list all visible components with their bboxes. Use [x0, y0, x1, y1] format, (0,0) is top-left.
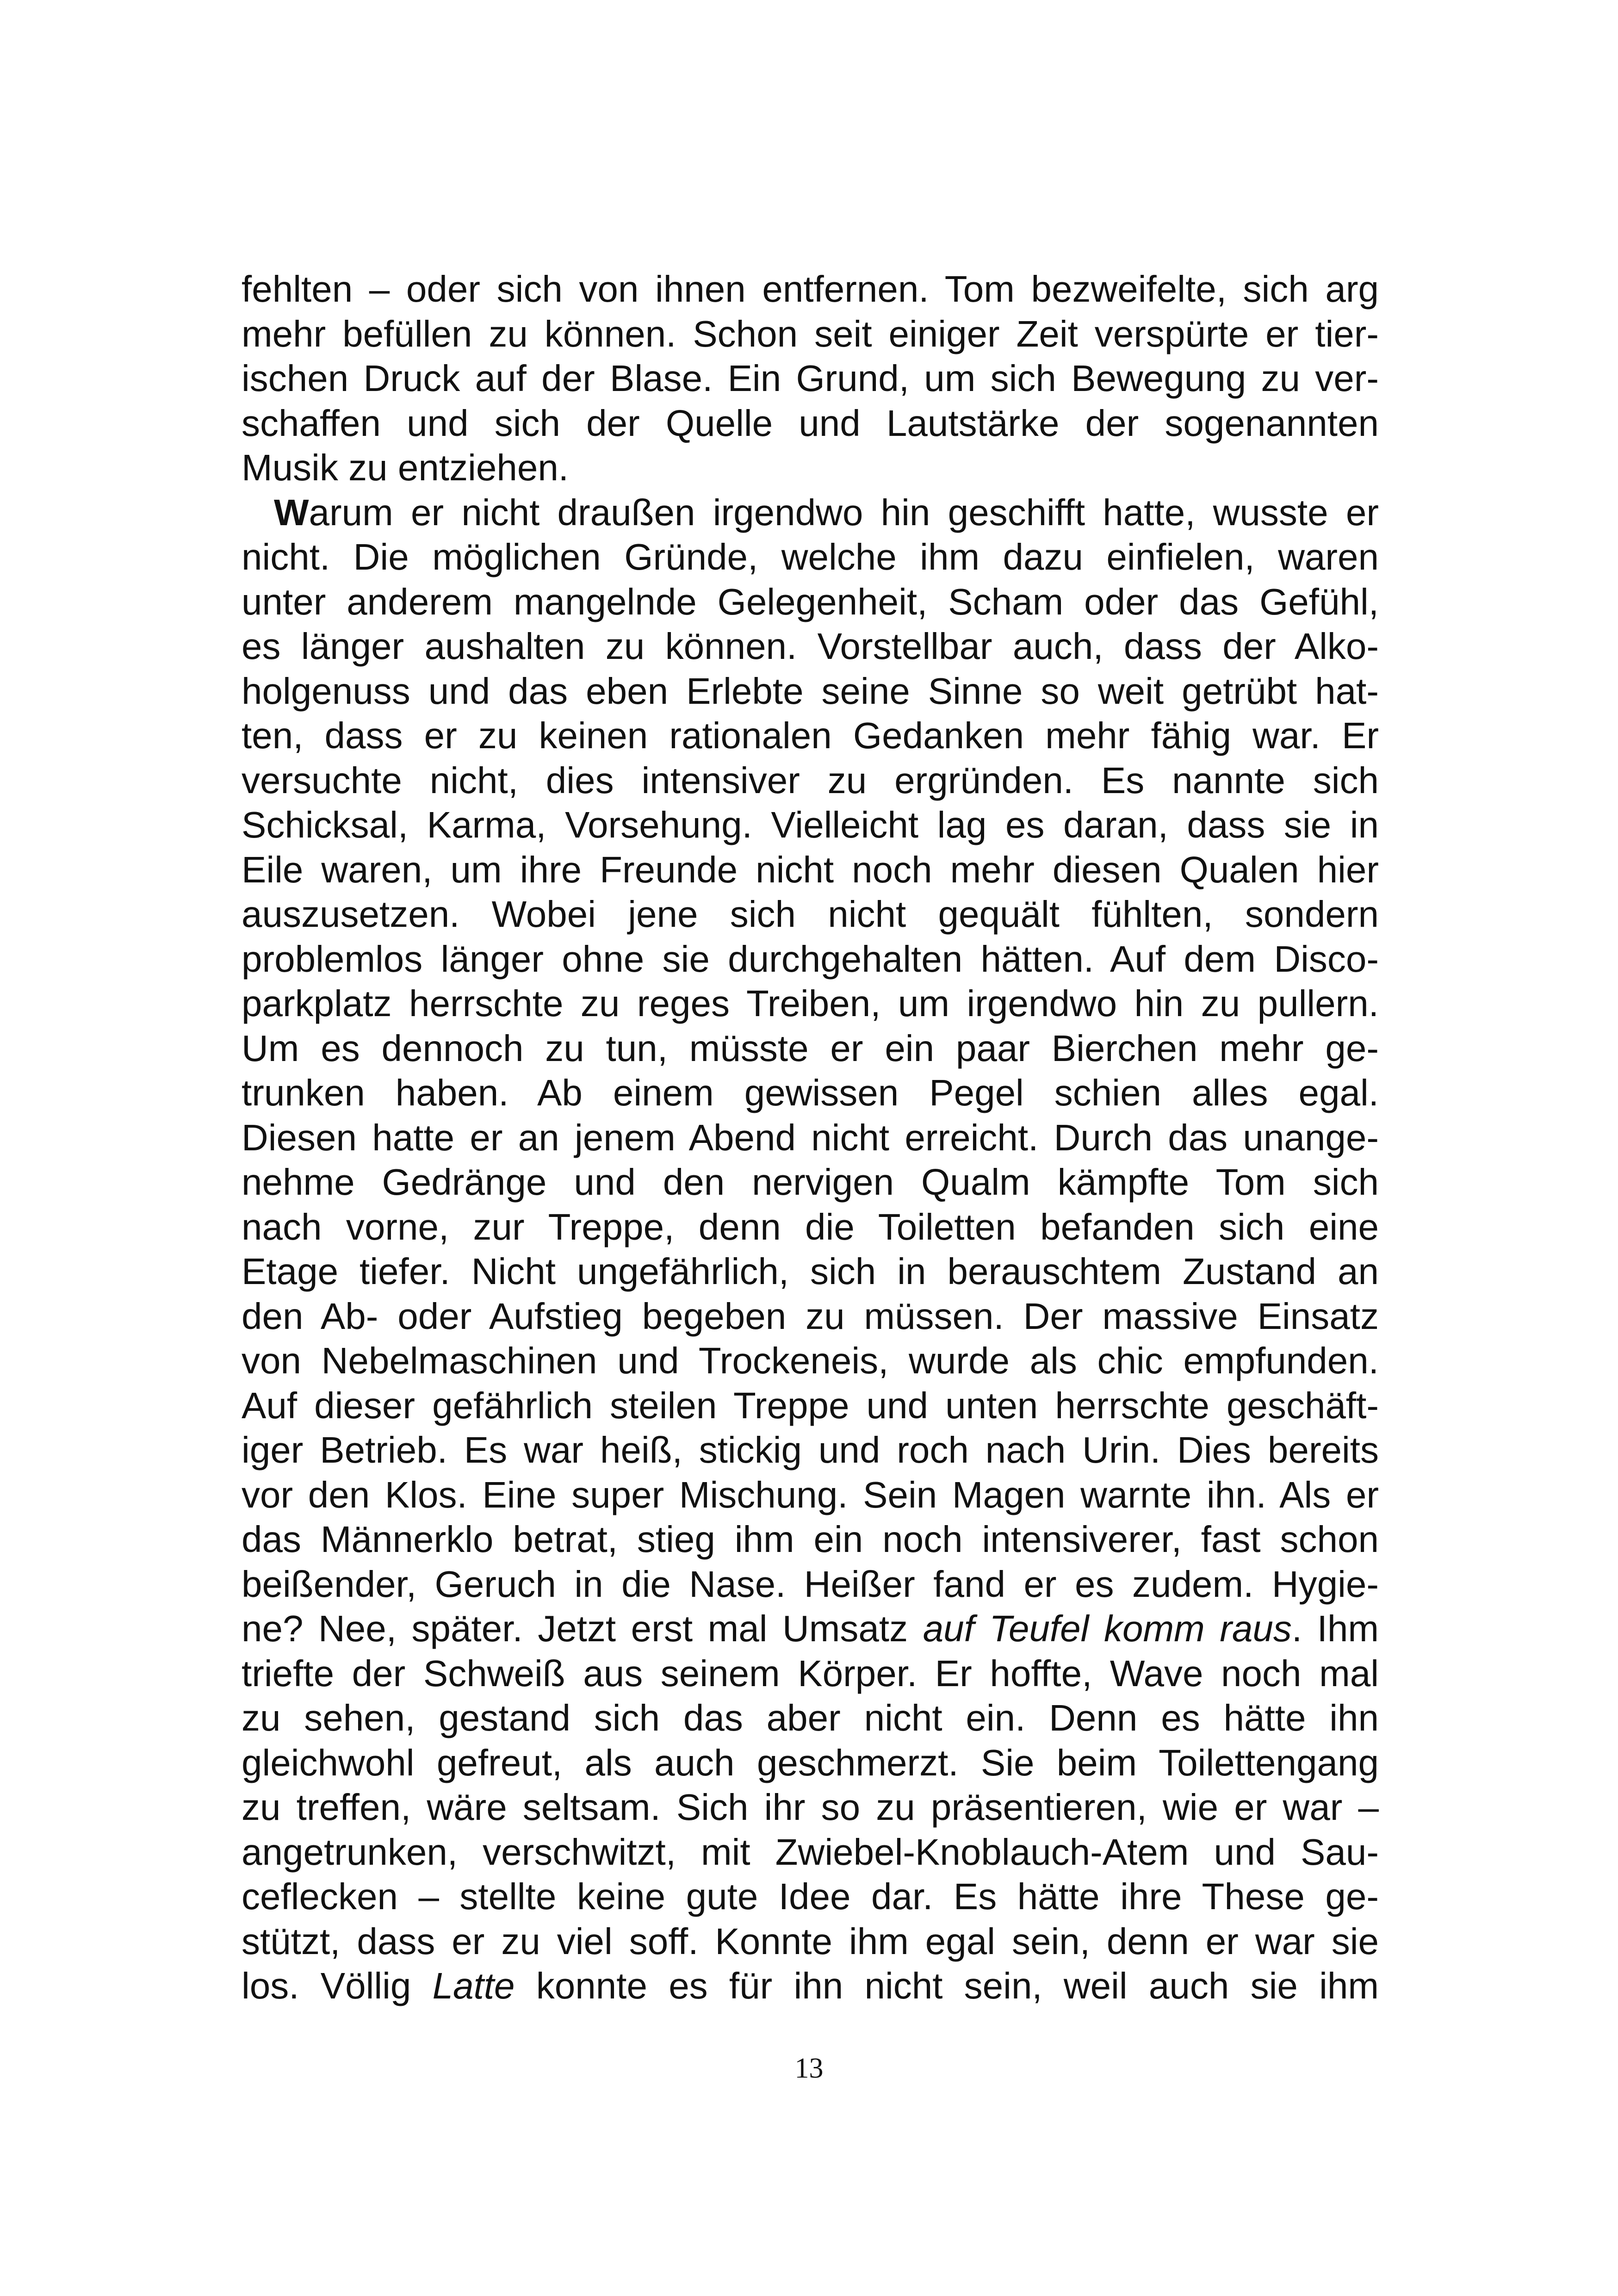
text-run: nicht. Die möglichen Gründe, welche ihm dazu einfielen, waren [242, 536, 1379, 577]
text-run: ischen Druck auf der Blase. Ein Grund, um sich Bewegung zu ver- [242, 358, 1379, 399]
text-line [242, 1874, 1379, 1919]
paragraph-initial: W [274, 491, 309, 533]
text-line [242, 758, 1379, 803]
text-run: arum er nicht draußen irgendwo hin geschifft hatte, wusste er [309, 491, 1379, 533]
text-run: konnte es für ihn nicht sein, weil auch sie ihm [515, 1965, 1379, 2006]
text-line [242, 848, 1379, 893]
text-run: trunken haben. Ab einem gewissen Pegel schien alles egal. [242, 1072, 1379, 1113]
text-line [242, 1562, 1379, 1607]
text-run: nach vorne, zur Treppe, denn die Toiletten befanden sich eine [242, 1206, 1379, 1247]
text-line [242, 1160, 1379, 1205]
text-line [242, 892, 1379, 937]
text-line [242, 1428, 1379, 1473]
emphasis-text: Latte [432, 1965, 515, 2006]
text-line [242, 446, 1379, 490]
text-run: iger Betrieb. Es war heiß, stickig und roch nach Urin. Dies bereits [242, 1429, 1379, 1471]
text-run: ne? Nee, später. Jetzt erst mal Umsatz [242, 1608, 923, 1649]
text-run: Auf dieser gefährlich steilen Treppe und unten herrschte geschäft- [242, 1384, 1379, 1426]
text-run: den Ab- oder Aufstieg begeben zu müssen. Der massive Einsatz [242, 1295, 1379, 1337]
text-run: Schicksal, Karma, Vorsehung. Vielleicht lag es daran, dass sie in [242, 804, 1379, 845]
text-run: angetrunken, verschwitzt, mit Zwiebel-Knoblauch-Atem und Sau- [242, 1831, 1379, 1873]
text-run: triefte der Schweiß aus seinem Körper. Er hoffte, Wave noch mal [242, 1652, 1379, 1694]
text-run: Etage tiefer. Nicht ungefährlich, sich in berauschtem Zustand an [242, 1251, 1379, 1292]
text-line [242, 1116, 1379, 1160]
text-line [242, 1026, 1379, 1071]
text-run: auszusetzen. Wobei jene sich nicht gequält fühlten, sondern [242, 894, 1379, 935]
text-line [242, 981, 1379, 1026]
text-line [242, 490, 1379, 535]
text-line [242, 1607, 1379, 1651]
text-run: es länger aushalten zu können. Vorstellbar auch, dass der Alko- [242, 626, 1379, 667]
text-line [242, 937, 1379, 982]
text-line [242, 1919, 1379, 1964]
text-run: vor den Klos. Eine super Mischung. Sein Magen warnte ihn. Als er [242, 1474, 1379, 1515]
text-line [242, 401, 1379, 446]
text-line [242, 624, 1379, 669]
text-run: von Nebelmaschinen und Trockeneis, wurde als chic empfunden. [242, 1340, 1379, 1381]
text-line [242, 803, 1379, 848]
text-line [242, 1473, 1379, 1518]
text-run: fehlten – oder sich von ihnen entfernen. Tom bezweifelte, sich arg [242, 268, 1379, 310]
text-run: Eile waren, um ihre Freunde nicht noch mehr diesen Qualen hier [242, 849, 1379, 890]
text-line [242, 1205, 1379, 1250]
text-run: versuchte nicht, dies intensiver zu ergründen. Es nannte sich [242, 759, 1379, 801]
text-run: Musik zu entziehen. [242, 447, 569, 488]
text-run: stützt, dass er zu viel soff. Konnte ihm egal sein, denn er war sie [242, 1920, 1379, 1962]
page-number: 13 [794, 2053, 824, 2084]
text-line [242, 1741, 1379, 1786]
text-line [242, 1249, 1379, 1294]
text-run: zu treffen, wäre seltsam. Sich ihr so zu präsentieren, wie er war – [242, 1787, 1379, 1828]
text-line [242, 580, 1379, 625]
text-line [242, 1071, 1379, 1116]
text-line [242, 1830, 1379, 1875]
text-run: problemlos länger ohne sie durchgehalten hätten. Auf dem Disco- [242, 938, 1379, 980]
text-line [242, 356, 1379, 401]
emphasis-text: auf Teufel komm raus [923, 1608, 1292, 1649]
text-line [242, 1384, 1379, 1428]
text-run: gleichwohl gefreut, als auch geschmerzt. Sie beim Toilettengang [242, 1742, 1379, 1783]
text-line [242, 267, 1379, 312]
text-line [242, 669, 1379, 714]
text-line [242, 1651, 1379, 1696]
text-line [242, 1517, 1379, 1562]
text-line [242, 1696, 1379, 1741]
text-line [242, 1294, 1379, 1339]
text-run: zu sehen, gestand sich das aber nicht ein. Denn es hätte ihn [242, 1697, 1379, 1738]
text-run: parkplatz herrschte zu reges Treiben, um irgendwo hin zu pullern. [242, 983, 1379, 1024]
text-line [242, 312, 1379, 357]
text-run: nehme Gedränge und den nervigen Qualm kämpfte Tom sich [242, 1161, 1379, 1203]
text-run: unter anderem mangelnde Gelegenheit, Scham oder das Gefühl, [242, 581, 1379, 622]
text-run: los. Völlig [242, 1965, 433, 2006]
text-run: Um es dennoch zu tun, müsste er ein paar Bierchen mehr ge- [242, 1027, 1379, 1069]
text-run: das Männerklo betrat, stieg ihm ein noch intensiverer, fast schon [242, 1519, 1379, 1560]
text-line [242, 535, 1379, 580]
text-run: ceflecken – stellte keine gute Idee dar. Es hätte ihre These ge- [242, 1876, 1379, 1917]
text-line [242, 714, 1379, 758]
text-run: holgenuss und das eben Erlebte seine Sinne so weit getrübt hat- [242, 670, 1379, 712]
text-run: beißender, Geruch in die Nase. Heißer fand er es zudem. Hygie- [242, 1563, 1379, 1605]
text-run: . Ihm [1291, 1608, 1379, 1649]
text-run: Diesen hatte er an jenem Abend nicht erreicht. Durch das unange- [242, 1117, 1379, 1158]
text-run: mehr befüllen zu können. Schon seit einiger Zeit verspürte er tier- [242, 313, 1379, 354]
body-text [242, 267, 1379, 2009]
text-line [242, 1964, 1379, 2009]
text-run: schaffen und sich der Quelle und Lautstärke der sogenannten [242, 402, 1379, 444]
text-line [242, 1785, 1379, 1830]
text-line [242, 1339, 1379, 1384]
text-run: ten, dass er zu keinen rationalen Gedanken mehr fähig war. Er [242, 715, 1379, 756]
